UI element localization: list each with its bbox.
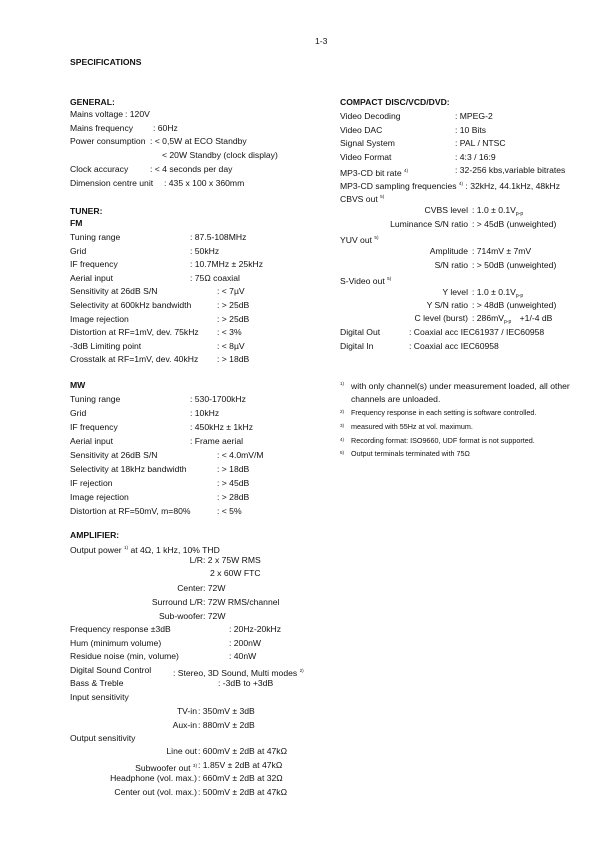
yuv-row (340, 232, 379, 246)
svideo-row (340, 273, 391, 287)
fm-spec-value: : 87.5-108MHz (190, 232, 247, 242)
tvin-value: : 350mV ± 3dB (198, 706, 255, 716)
general-spec-value: : < 0,5W at ECO Standby (150, 136, 247, 146)
fm-spec-value: : > 25dB (217, 313, 250, 324)
mp3-bitrate-label: MP3-CD bit rate (340, 168, 402, 178)
footnote-2-text: Frequency response in each setting is software controlled. (351, 408, 537, 417)
mw-spec-label: Distortion at RF=50mV, m=80% (70, 506, 191, 516)
fm-heading: FM (70, 218, 83, 228)
cd-spec-label: Video Format (340, 151, 392, 162)
amplifier-heading: AMPLIFIER: (70, 530, 120, 540)
general-spec-value: : 60Hz (153, 123, 178, 133)
cd-heading: COMPACT DISC/VCD/DVD: (340, 97, 450, 107)
subout-label: Subwoofer out (135, 763, 191, 773)
lr-value-ftc: 2 x 60W FTC (210, 568, 261, 578)
subwoofer-label: Sub-woofer (159, 611, 203, 621)
c-level-value: : 286mV (472, 313, 505, 323)
mw-spec-value: : < 4.0mV/M (217, 450, 264, 460)
cvbs-level-value: : 1.0 ± 0.1V (472, 205, 516, 215)
general-spec-value: : 120V (125, 109, 150, 119)
cd-spec-label: Video Decoding (340, 111, 401, 121)
lineout-label: Line out (166, 746, 197, 756)
tvin-label: TV-in (176, 706, 197, 716)
y-level-label: Y level (442, 287, 468, 297)
mw-spec-label: Sensitivity at 26dB S/N (70, 450, 158, 460)
digital-in-label: Digital In (340, 341, 374, 351)
cd-spec-value: : 4:3 / 16:9 (455, 151, 496, 162)
mp3-sampling-label: MP3-CD sampling frequencies (340, 181, 457, 191)
fm-spec-label: Grid (70, 245, 87, 256)
auxin-value: : 880mV ± 2dB (198, 720, 255, 730)
yuv-label: YUV out (340, 235, 373, 245)
footnote-1-text: with only channel(s) under measurement loaded, all other (351, 381, 570, 391)
mw-spec-label: IF rejection (70, 478, 113, 488)
fm-spec-value: : 10.7MHz ± 25kHz (190, 259, 264, 270)
page-title: SPECIFICATIONS (70, 57, 142, 67)
cd-spec-value: : MPEG-2 (455, 111, 493, 121)
dsc-value-row (173, 665, 304, 679)
cd-spec-value: : PAL / NTSC (455, 138, 506, 148)
svideo-label: S-Video out (340, 276, 385, 286)
mw-spec-value: : < 5% (217, 506, 242, 516)
sn-ratio-label: S/N ratio (434, 260, 468, 270)
page-number: 1-3 (315, 36, 328, 46)
fm-spec-label: Crosstalk at RF=1mV, dev. 40kHz (70, 354, 199, 365)
output-power-row (70, 542, 220, 556)
center-value: : 72W (203, 583, 226, 593)
bass-label: Bass & Treble (70, 678, 124, 688)
mw-spec-label: Selectivity at 18kHz bandwidth (70, 464, 187, 474)
mw-spec-label: Image rejection (70, 492, 129, 502)
lr-value: : 2 x 75W RMS (203, 555, 261, 565)
cvbs-level-value-row (472, 205, 523, 220)
subout-label-row (135, 760, 197, 774)
input-sens-label: Input sensitivity (70, 692, 129, 702)
subwoofer-value: : 72W (203, 611, 226, 621)
output-power-conditions: at 4Ω, 1 kHz, 10% THD (128, 545, 220, 555)
mp3-sampling-value: : 32kHz, 44.1kHz, 48kHz (465, 181, 560, 191)
cvbs-row (340, 191, 384, 205)
general-spec-label: Mains frequency (70, 123, 134, 133)
footnote-3-mark: 3) (340, 423, 345, 428)
mp3-bitrate-value: : 32-256 kbs,variable bitrates (455, 165, 566, 175)
general-spec-value: : < 4 seconds per day (150, 164, 233, 174)
mw-spec-label: IF frequency (70, 422, 118, 432)
c-level-value-row (472, 313, 552, 328)
headphone-value: : 660mV ± 2dB at 32Ω (198, 773, 283, 783)
footnote-5-mark: 5) (340, 450, 345, 455)
freq-response-value: : 20Hz-20kHz (229, 624, 282, 634)
general-spec-label: Dimension centre unit (70, 178, 154, 188)
y-level-unit-sub: p-p (515, 293, 524, 299)
centerout-label: Center out (vol. max.) (114, 787, 197, 797)
residue-label: Residue noise (min, volume) (70, 651, 179, 661)
mw-spec-value: : 10kHz (190, 408, 220, 418)
fm-spec-label: Distortion at RF=1mV, dev. 75kHz (70, 327, 199, 338)
footnote-4-mark: 4) (340, 437, 345, 442)
y-sn-value: : > 48dB (unweighted) (472, 300, 557, 310)
amplitude-value: : 714mV ± 7mV (472, 246, 532, 256)
fm-spec-value: : 50kHz (190, 245, 220, 256)
amplitude-label: Amplitude (429, 246, 468, 256)
mw-spec-value: : 530-1700kHz (190, 394, 246, 404)
fm-spec-value: : 75Ω coaxial (190, 272, 240, 283)
cvbs-level-unit-sub: p-p (515, 211, 524, 217)
footnote-1-mark: 1) (340, 381, 345, 386)
digital-in-value: : Coaxial acc IEC60958 (409, 341, 499, 351)
output-sens-label: Output sensitivity (70, 733, 136, 743)
general-spec-value: < 20W Standby (clock display) (162, 150, 278, 160)
y-sn-label: Y S/N ratio (426, 300, 468, 310)
lr-label: L/R (189, 555, 203, 565)
general-heading: GENERAL: (70, 97, 115, 107)
centerout-value: : 500mV ± 2dB at 47kΩ (198, 787, 288, 797)
fm-spec-value: : < 8µV (217, 340, 245, 351)
fm-spec-label: Image rejection (70, 313, 129, 324)
fm-spec-value: : < 7µV (217, 286, 245, 297)
hum-value: : 200nW (229, 638, 262, 648)
auxin-label: Aux-in (172, 720, 197, 730)
footnote-ref: 5) (380, 194, 385, 199)
y-level-value: : 1.0 ± 0.1V (472, 287, 516, 297)
bass-value: : -3dB to +3dB (218, 678, 274, 688)
footnote-ref: 5) (387, 276, 392, 281)
footnote-ref: 4) (404, 168, 409, 173)
headphone-label: Headphone (vol. max.) (110, 773, 197, 783)
fm-spec-label: Selectivity at 600kHz bandwidth (70, 300, 192, 310)
output-power-label: Output power (70, 545, 122, 555)
general-spec-value: : 435 x 100 x 360mm (164, 178, 245, 188)
mw-spec-value: : > 45dB (217, 478, 250, 488)
mw-heading: MW (70, 380, 86, 390)
dsc-row (70, 665, 151, 676)
footnote-ref: 4) (458, 181, 464, 186)
mw-spec-label: Tuning range (70, 394, 121, 404)
fm-spec-label: Tuning range (70, 232, 121, 242)
general-spec-label: Mains voltage (70, 109, 124, 119)
mw-spec-value: : > 28dB (217, 492, 250, 502)
cvbs-label: CBVS out (340, 194, 378, 204)
cd-spec-label: Signal System (340, 138, 395, 148)
surround-label: Surround L/R (151, 597, 203, 607)
cd-spec-label: Video DAC (340, 124, 383, 135)
c-level-unit-sub: p-p (504, 319, 512, 325)
general-spec-label: Power consumption (70, 136, 146, 146)
digital-out-label: Digital Out (340, 327, 381, 337)
footnote-ref: 5) (374, 235, 379, 240)
general-spec-label: Clock accuracy (70, 164, 129, 174)
mw-spec-value: : > 18dB (217, 464, 250, 474)
mw-spec-value: : 450kHz ± 1kHz (190, 422, 253, 432)
luminance-value: : > 45dB (unweighted) (472, 219, 557, 229)
mp3-sampling-row (340, 178, 560, 192)
sn-ratio-value: : > 50dB (unweighted) (472, 260, 557, 270)
fm-spec-label: Aerial input (70, 272, 113, 283)
dsc-label: Digital Sound Control (70, 665, 152, 675)
fm-spec-value: : < 3% (217, 327, 242, 338)
footnote-2-mark: 2) (340, 409, 345, 414)
footnote-ref: 1) (123, 545, 129, 550)
subout-value: : 1.85V ± 2dB at 47kΩ (198, 760, 283, 770)
footnote-4-text: Recording format: ISO9660, UDF format is not supported. (351, 436, 535, 445)
dsc-value: : Stereo, 3D Sound, Multi modes (173, 668, 298, 678)
fm-spec-label: -3dB Limiting point (70, 340, 142, 351)
luminance-label: Luminance S/N ratio (390, 219, 468, 229)
mp3-bitrate-row (340, 165, 408, 179)
mw-spec-label: Aerial input (70, 436, 113, 446)
fm-spec-value: : > 25dB (217, 300, 250, 310)
fm-spec-label: Sensitivity at 26dB S/N (70, 286, 158, 297)
hum-label: Hum (minimum volume) (70, 638, 162, 648)
footnote-3-text: measured with 55Hz at vol. maximum. (351, 422, 473, 431)
center-label: Center (177, 583, 203, 593)
surround-value: : 72W RMS/channel (203, 597, 280, 607)
c-level-label: C level (burst) (414, 313, 468, 323)
tuner-heading: TUNER: (70, 206, 103, 216)
freq-response-label: Frequency response ±3dB (70, 624, 171, 634)
footnote-ref: 3) (192, 763, 197, 768)
footnote-1-text-cont: channels are unloaded. (351, 394, 441, 404)
fm-spec-value: : > 18dB (217, 354, 250, 365)
footnote-5-text: Output terminals terminated with 75Ω (351, 449, 470, 458)
lineout-value: : 600mV ± 2dB at 47kΩ (198, 746, 288, 756)
footnote-ref: 2) (299, 668, 304, 673)
cvbs-level-label: CVBS level (424, 205, 468, 215)
c-level-tolerance: +1/-4 dB (519, 313, 553, 323)
mw-spec-value: : Frame aerial (190, 436, 244, 446)
residue-value: : 40nW (229, 651, 257, 661)
digital-out-value: : Coaxial acc IEC61937 / IEC60958 (409, 327, 545, 337)
fm-spec-label: IF frequency (70, 259, 118, 270)
mw-spec-label: Grid (70, 408, 87, 418)
cd-spec-value: : 10 Bits (455, 124, 487, 135)
